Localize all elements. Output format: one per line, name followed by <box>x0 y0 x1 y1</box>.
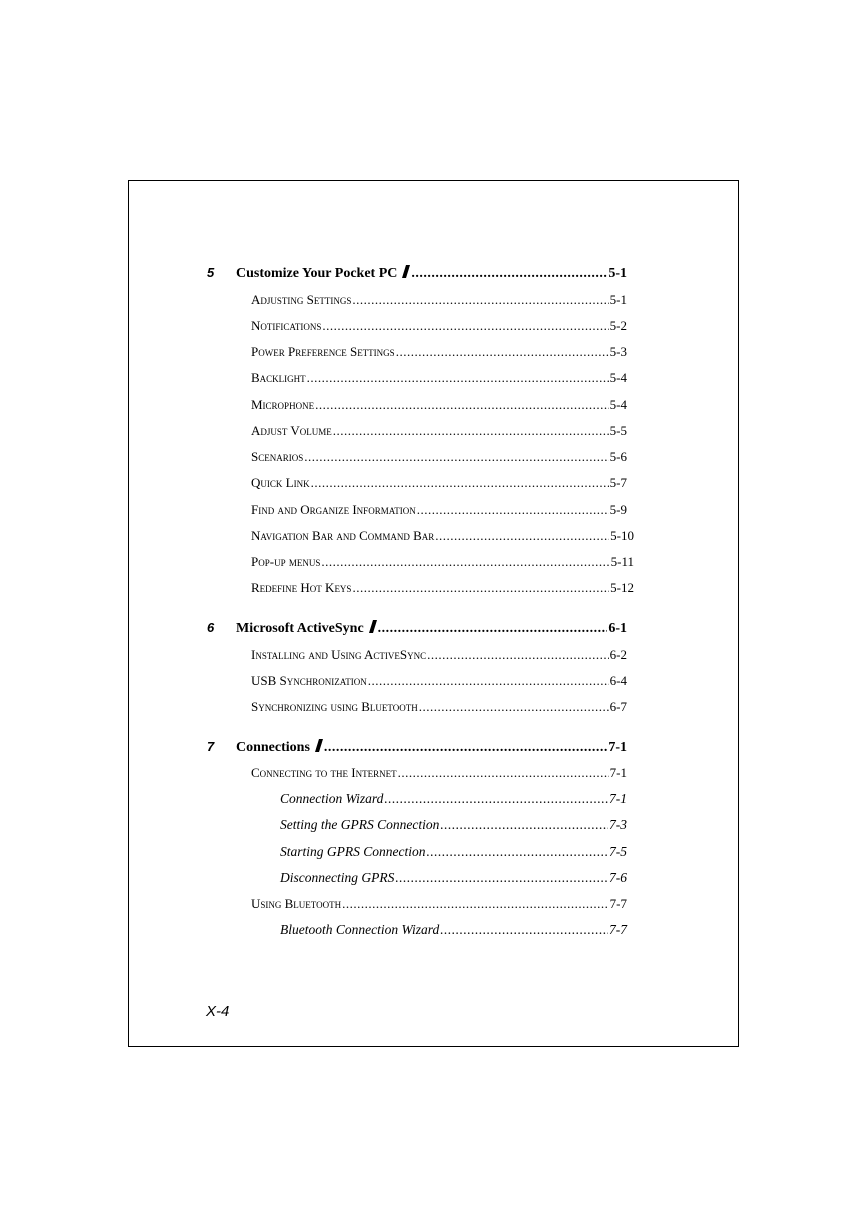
entry-page: 7-3 <box>609 817 627 832</box>
toc-entry[interactable] <box>251 528 634 544</box>
dot-leader <box>440 817 608 833</box>
toc-subentry[interactable] <box>280 922 627 938</box>
entry-title: USB Synchronization <box>251 673 367 688</box>
toc-entry[interactable] <box>251 449 627 465</box>
dot-leader <box>411 266 607 282</box>
toc-entry[interactable] <box>251 699 627 715</box>
entry-title: Connecting to the Internet <box>251 765 397 780</box>
entry-title: Power Preference Settings <box>251 344 395 359</box>
entry-title: Synchronizing using Bluetooth <box>251 699 418 714</box>
dot-leader <box>322 318 608 334</box>
entry-page: 5-12 <box>610 580 634 595</box>
entry-title: Redefine Hot Keys <box>251 580 352 595</box>
entry-page: 5-1 <box>609 292 627 307</box>
entry-title: Disconnecting GPRS <box>280 870 395 885</box>
toc-chapter[interactable] <box>207 265 627 282</box>
dot-leader <box>417 502 609 518</box>
page-number: X-4 <box>206 1003 230 1020</box>
toc-entry[interactable] <box>251 475 627 491</box>
entry-page: 7-5 <box>609 844 627 859</box>
entry-page: 7-7 <box>609 896 627 911</box>
dot-leader <box>368 673 609 689</box>
pen-icon <box>369 620 377 633</box>
toc-entry[interactable] <box>251 673 627 689</box>
dot-leader <box>396 344 609 360</box>
dot-leader <box>352 292 608 308</box>
entry-page: 5-9 <box>609 502 627 517</box>
dot-leader <box>342 896 609 912</box>
entry-page: 7-1 <box>609 791 627 806</box>
entry-title: Bluetooth Connection Wizard <box>280 922 440 937</box>
chapter-number: 7 <box>207 739 215 754</box>
dot-leader <box>311 475 609 491</box>
chapter-title: Connections <box>236 739 323 756</box>
toc-entry[interactable] <box>251 344 627 360</box>
dot-leader <box>333 423 609 439</box>
entry-page: 5-3 <box>609 344 627 359</box>
chapter-page: 7-1 <box>608 740 627 755</box>
chapter-title: Microsoft ActiveSync <box>236 620 377 637</box>
entry-title: Adjusting Settings <box>251 292 352 307</box>
entry-title: Notifications <box>251 318 322 333</box>
chapter-title: Customize Your Pocket PC <box>236 265 410 282</box>
toc-subentry[interactable] <box>280 817 627 833</box>
chapter-number: 6 <box>207 620 215 635</box>
dot-leader <box>378 621 608 637</box>
entry-title: Connection Wizard <box>280 791 384 806</box>
toc-entry[interactable] <box>251 502 627 518</box>
toc-entry[interactable] <box>251 580 634 596</box>
dot-leader <box>352 580 609 596</box>
toc-chapter[interactable] <box>207 620 627 637</box>
entry-page: 5-6 <box>609 449 627 464</box>
dot-leader <box>384 791 608 807</box>
toc-subentry[interactable] <box>280 870 627 886</box>
entry-title: Microphone <box>251 397 315 412</box>
chapter-number: 5 <box>207 265 215 280</box>
dot-leader <box>427 647 609 663</box>
page-border <box>128 180 739 1047</box>
entry-page: 7-6 <box>609 870 627 885</box>
pen-icon <box>315 739 323 752</box>
dot-leader <box>440 922 608 938</box>
entry-title: Find and Organize Information <box>251 502 416 517</box>
entry-title: Using Bluetooth <box>251 896 342 911</box>
toc-chapter[interactable] <box>207 739 627 756</box>
entry-page: 5-2 <box>609 318 627 333</box>
entry-page: 5-5 <box>609 423 627 438</box>
entry-page: 5-10 <box>610 528 634 543</box>
entry-page: 5-4 <box>609 370 627 385</box>
entry-page: 5-4 <box>609 397 627 412</box>
entry-title: Pop-up menus <box>251 554 321 569</box>
entry-title: Navigation Bar and Command Bar <box>251 528 435 543</box>
dot-leader <box>427 844 609 860</box>
toc-entry[interactable] <box>251 765 627 781</box>
dot-leader <box>321 554 609 570</box>
dot-leader <box>435 528 609 544</box>
entry-title: Adjust Volume <box>251 423 332 438</box>
toc-entry[interactable] <box>251 318 627 334</box>
pen-icon <box>402 265 410 278</box>
entry-title: Installing and Using ActiveSync <box>251 647 427 662</box>
entry-title: Setting the GPRS Connection <box>280 817 440 832</box>
entry-page: 6-2 <box>609 647 627 662</box>
dot-leader <box>395 870 608 886</box>
dot-leader <box>304 449 608 465</box>
toc-subentry[interactable] <box>280 791 627 807</box>
toc-subentry[interactable] <box>280 844 627 860</box>
entry-title: Backlight <box>251 370 306 385</box>
entry-page: 7-7 <box>609 922 627 937</box>
entry-page: 5-7 <box>609 475 627 490</box>
entry-title: Quick Link <box>251 475 310 490</box>
chapter-page: 5-1 <box>608 266 627 281</box>
dot-leader <box>398 765 609 781</box>
entry-page: 6-4 <box>609 673 627 688</box>
chapter-page: 6-1 <box>608 621 627 636</box>
dot-leader <box>419 699 609 715</box>
toc-entry[interactable] <box>251 292 627 308</box>
entry-title: Scenarios <box>251 449 304 464</box>
entry-title: Starting GPRS Connection <box>280 844 426 859</box>
dot-leader <box>307 370 609 386</box>
toc-entry[interactable] <box>251 896 627 912</box>
entry-page: 7-1 <box>609 765 627 780</box>
toc-entry[interactable] <box>251 370 627 386</box>
dot-leader <box>315 397 609 413</box>
toc-entry[interactable] <box>251 397 627 413</box>
dot-leader <box>324 740 607 756</box>
toc-entry[interactable] <box>251 647 627 663</box>
toc-entry[interactable] <box>251 554 634 570</box>
entry-page: 6-7 <box>609 699 627 714</box>
entry-page: 5-11 <box>610 554 634 569</box>
toc-entry[interactable] <box>251 423 627 439</box>
